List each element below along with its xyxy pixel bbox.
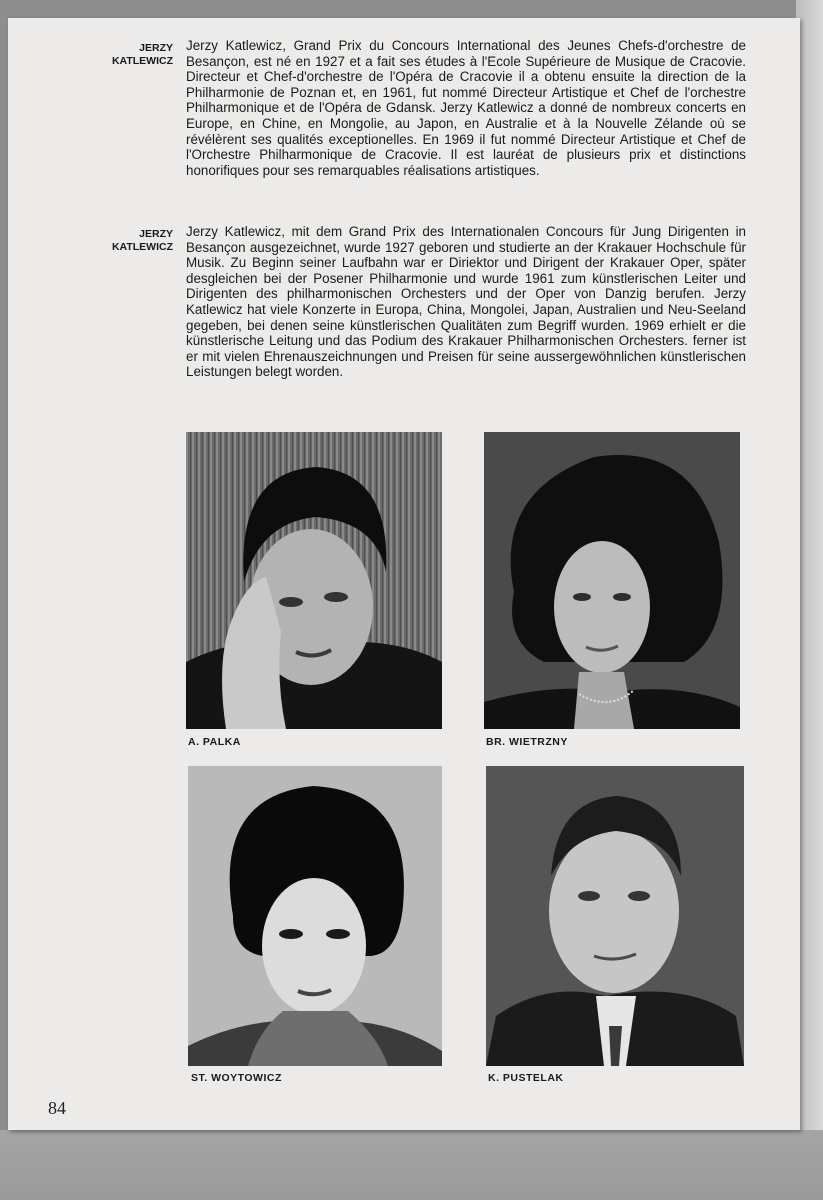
biography-french: Jerzy Katlewicz, Grand Prix du Concours International des Jeunes Chefs-d'orchestre de Besançon, est né en 1927 et a fait ses études à l'Ecole Supérieure de Musique de Cracovie. Directeur et Chef-d'orchestre de l'Opéra de Cracovie il a obtenu ensuite la direction de la Philharmonie de Poznan et, en 1961, fut nommé Directeur Artistique et Chef de l'orchestre Philharmonique et de l'Opéra de Gdansk. Jerzy Katlewicz a donné de nombreux concerts en Europe, en Chine, en Mongolie, au Japon, en Australie et à la Nouvelle Zélande où se révélèrent ses qualités exceptionelles. En 1969 il fut nommé Directeur Artistique et Chef de l'Orchestre Philharmonique de Cracovie. Il est lauréat de plusieurs prix et distinctions honorifiques pour ses remarquables réalisations artistiques. [186, 38, 746, 178]
page-number: 84 [48, 1098, 66, 1118]
scan-background [0, 1130, 823, 1200]
photo-caption: ST. WOYTOWICZ [191, 1072, 282, 1084]
portrait-image [188, 766, 442, 1066]
photo-caption: A. PALKA [188, 736, 241, 748]
portrait-photo-pustelak [486, 766, 744, 1066]
portrait-image [486, 766, 744, 1066]
biography-german: Jerzy Katlewicz, mit dem Grand Prix des Internationalen Concours für Jung Dirigenten in Besançon ausgezeichnet, wurde 1927 geboren und studierte an der Krakauer Hochschule für Musik. Zu Beginn seiner Laufbahn war er Diriektor und Dirigent der Krakauer Oper, später desgleichen bei der Posener Philharmonie und wurde 1961 zum künstlerischen Leiter und Dirigenten des philharmonischen Orchesters und der Oper von Danzig berufen. Jerzy Katlewicz hat viele Konzerte in Europa, China, Mongolei, Japan, Australien und Neu-Seeland gegeben, bei denen seine künstlerischen Qualitäten zum Begriff wurden. 1969 erhielt er die künstlerische Leitung und das Podium des Krakauer Philharmonischen Orchesters. ferner ist er mit vielen Ehrenauszeichnungen und Preisen für seine aussergewöhnlichen künstlerischen Leistungen belegt worden. [186, 224, 746, 380]
portrait-photo-wietrzny [484, 432, 740, 729]
portrait-image [186, 432, 442, 729]
portrait-photo-palka [186, 432, 442, 729]
section-label-french [13, 42, 173, 68]
label-last-name: KATLEWICZ [111, 241, 173, 253]
portrait-image [484, 432, 740, 729]
photo-caption: K. PUSTELAK [488, 1072, 564, 1084]
label-last-name: KATLEWICZ [111, 55, 173, 67]
brochure-page [8, 18, 800, 1130]
section-label-german [13, 228, 173, 254]
portrait-photo-woytowicz [188, 766, 442, 1066]
photo-caption: BR. WIETRZNY [486, 736, 568, 748]
underlying-page-edge [796, 0, 823, 1135]
label-first-name: JERZY [139, 228, 173, 240]
label-first-name: JERZY [139, 42, 173, 54]
